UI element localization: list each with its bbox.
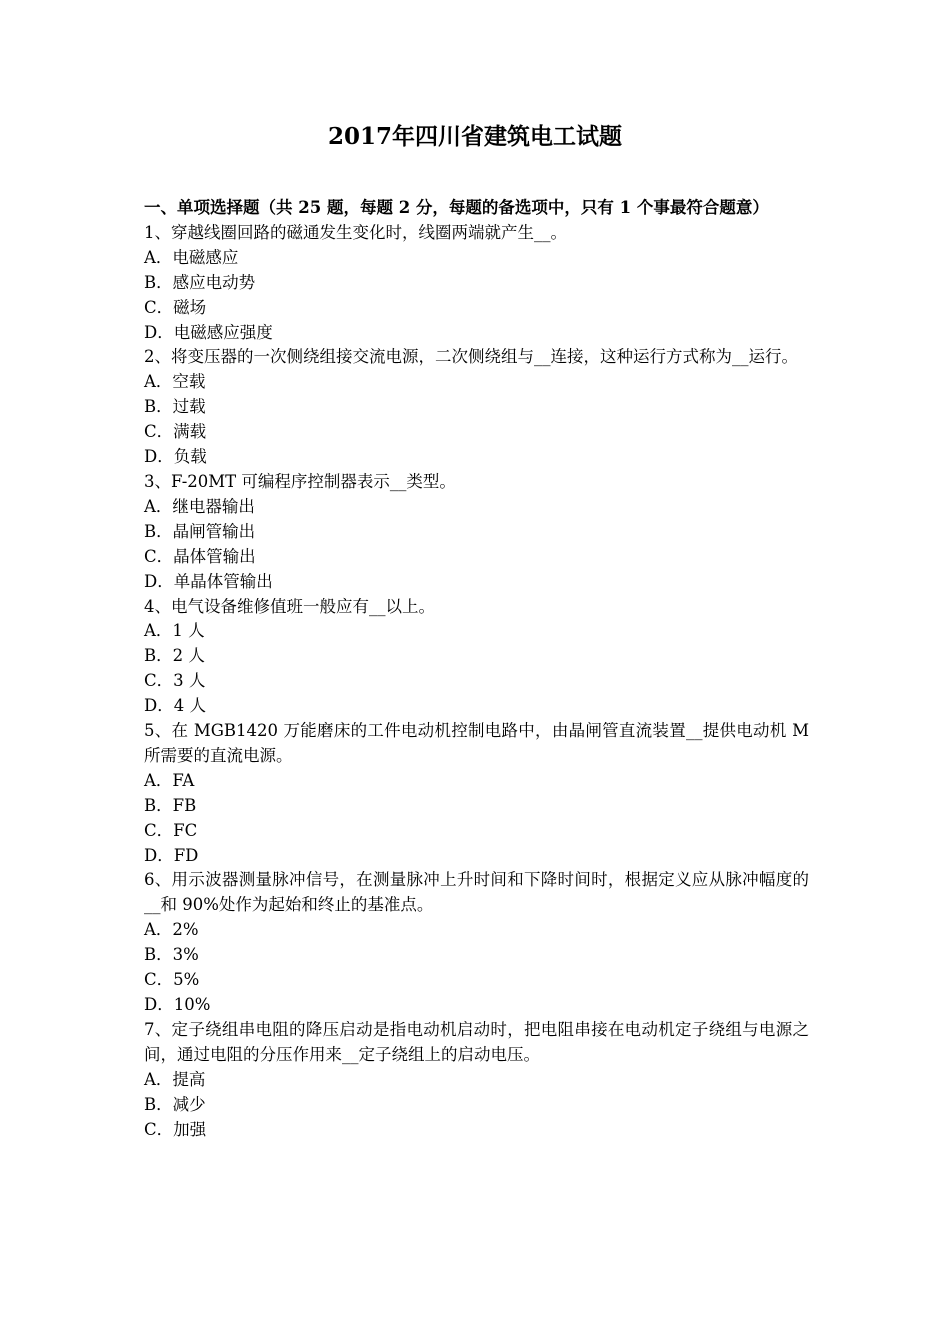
option-a: A．电磁感应 [144, 247, 239, 267]
question-stem: 1、穿越线圈回路的磁通发生变化时，线圈两端就产生__。 [144, 222, 567, 242]
question-1 [144, 221, 809, 346]
question-3 [144, 470, 809, 595]
option-b: B．感应电动势 [144, 272, 256, 292]
option-d: D．FD [144, 845, 199, 865]
option-b: B．减少 [144, 1094, 206, 1114]
option-c: C．5% [144, 970, 200, 990]
option-d: D．负载 [144, 447, 207, 467]
option-b: B．FB [144, 795, 197, 815]
section-heading: 一、单项选择题（共 25 题，每题 2 分，每题的备选项中，只有 1 个事最符合题意） [144, 198, 769, 217]
option-a: A．继电器输出 [144, 496, 255, 516]
question-stem: 5、在 MGB1420 万能磨床的工件电动机控制电路中，由晶闸管直流装置__提供电动机 M 所需要的直流电源。 [144, 721, 809, 765]
question-stem: 7、定子绕组串电阻的降压启动是指电动机启动时，把电阻串接在电动机定子绕组与电源之间，通过电阻的分压作用来__定子绕组上的启动电压。 [144, 1019, 809, 1064]
question-5 [144, 719, 809, 868]
option-a: A．2% [144, 920, 199, 940]
option-a: A．FA [144, 770, 195, 790]
option-c: C．满载 [144, 422, 207, 442]
question-stem: 6、用示波器测量脉冲信号，在测量脉冲上升时间和下降时间时，根据定义应从脉冲幅度的__和 90%处作为起始和终止的基准点。 [144, 870, 809, 915]
option-c: C．磁场 [144, 297, 207, 317]
option-a: A．1 人 [144, 621, 205, 641]
option-d: D．单晶体管输出 [144, 571, 273, 591]
option-c: C．3 人 [144, 671, 206, 691]
option-b: B．过载 [144, 397, 206, 417]
question-4 [144, 595, 809, 720]
question-7 [144, 1018, 809, 1143]
question-stem: 4、电气设备维修值班一般应有__以上。 [144, 596, 435, 616]
option-c: C．加强 [144, 1119, 207, 1139]
option-c: C．FC [144, 820, 198, 840]
question-stem: 2、将变压器的一次侧绕组接交流电源，二次侧绕组与__连接，这种运行方式称为__运行。 [144, 347, 798, 367]
option-a: A．提高 [144, 1069, 206, 1089]
question-2 [144, 345, 809, 470]
option-a: A．空载 [144, 372, 206, 392]
option-d: D．4 人 [144, 696, 206, 716]
question-6 [144, 868, 809, 1017]
option-b: B．3% [144, 945, 199, 965]
document-title: 2017年四川省建筑电工试题 [327, 123, 622, 150]
option-d: D．10% [144, 995, 211, 1014]
question-stem: 3、F-20MT 可编程序控制器表示__类型。 [144, 471, 456, 491]
document-body [144, 196, 809, 1142]
option-b: B．晶闸管输出 [144, 521, 256, 541]
option-b: B．2 人 [144, 646, 205, 666]
option-c: C．晶体管输出 [144, 546, 256, 566]
option-d: D．电磁感应强度 [144, 322, 273, 342]
